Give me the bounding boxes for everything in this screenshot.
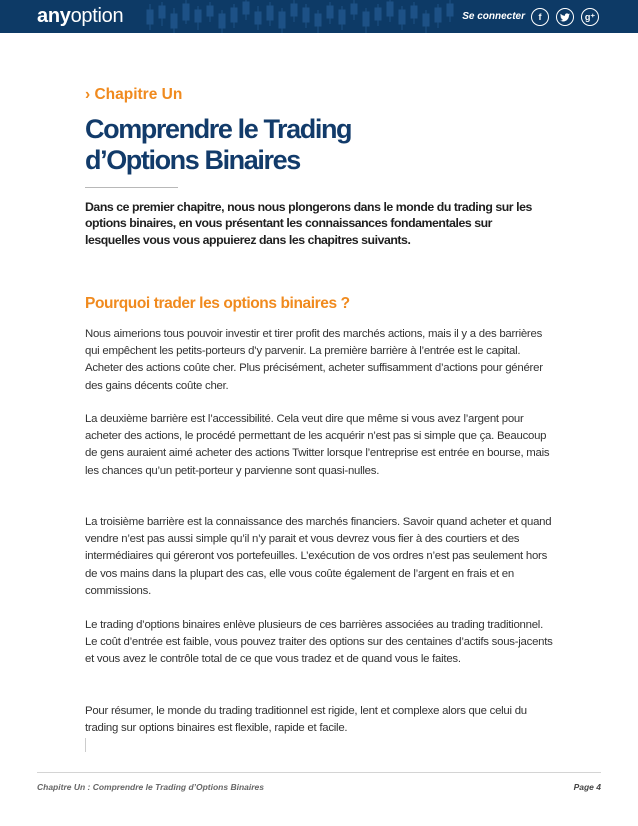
page-title (85, 114, 485, 176)
page-title-line-1: Comprendre le Trading (85, 114, 352, 144)
paragraph-2: La deuxième barrière est l’accessibilité. Cela veut dire que même si vous avez l’argent pour acheter des actions, le procédé permettant de les acquérir n’est pas si simple que ça. Beaucoup de gens auraient aimé acheter des actions Twitter lorsque l’entreprise est entrée en bourse, mais les chances qu’un petit-porteur y parvienne sont quasi-nulles. (85, 413, 550, 477)
title-divider (85, 187, 178, 188)
chapter-label: › Chapitre Un (85, 86, 183, 103)
paragraph-5: Pour résumer, le monde du trading traditionnel est rigide, lent et complexe alors que celui du trading sur options binaires est flexible, rapide et facile. (85, 705, 527, 735)
intro-paragraph: Dans ce premier chapitre, nous nous plongerons dans le monde du trading sur les options binaires, en vous présentant les connaissances fondamentales sur lesquelles vous vous appuierez dans les chapitres suivants. (85, 200, 532, 247)
footer-divider (37, 772, 601, 773)
paragraph-1: Nous aimerions tous pouvoir investir et tirer profit des marchés actions, mais il y a des barrières qui empêchent les petits-porteurs d’y parvenir. La première barrière à l’entrée est le capital. Acheter des actions coûte cher. Plus précisément, acheter suffisamment d’actions pour générer des gains décents coûte cher. (85, 328, 543, 392)
paragraph-4: Le trading d’options binaires enlève plusieurs de ces barrières associées au trading traditionnel. Le coût d’entrée est faible, vous pouvez traiter des options sur des centaines d’actifs sous-jacents et vous avez le contrôle total de ce que vous tradez et de quand vous le faites. (85, 619, 553, 666)
page-number: Page 4 (573, 782, 601, 792)
googleplus-icon[interactable]: g⁺ (581, 8, 599, 26)
logo-regular-text: option (70, 5, 124, 27)
footer-chapter-title: Chapitre Un : Comprendre le Trading d’Options Binaires (37, 782, 265, 792)
header-bar (0, 0, 638, 33)
login-link[interactable]: Se connecter (462, 11, 525, 22)
twitter-bird-shape (560, 13, 570, 22)
section-title: Pourquoi trader les options binaires ? (85, 295, 350, 312)
page-title-line-2: d’Options Binaires (85, 145, 300, 175)
paragraph-3: La troisième barrière est la connaissance des marchés financiers. Savoir quand acheter et quand vendre n’est pas aussi simple qu’il n’y parait et vous devrez vous fier à des courtiers et des intermédiaires qui géreront vos portefeuilles. L’exécution de vos ordres n’est pas seulement hors de vos mains dans la plupart des cas, elle vous coûte également de l’argent en frais et en commissions. (85, 516, 552, 597)
margin-marker (85, 738, 86, 752)
facebook-icon[interactable]: f (531, 8, 549, 26)
twitter-icon[interactable] (556, 8, 574, 26)
anyoption-logo[interactable] (37, 5, 123, 28)
logo-bold-text: any (37, 5, 71, 27)
